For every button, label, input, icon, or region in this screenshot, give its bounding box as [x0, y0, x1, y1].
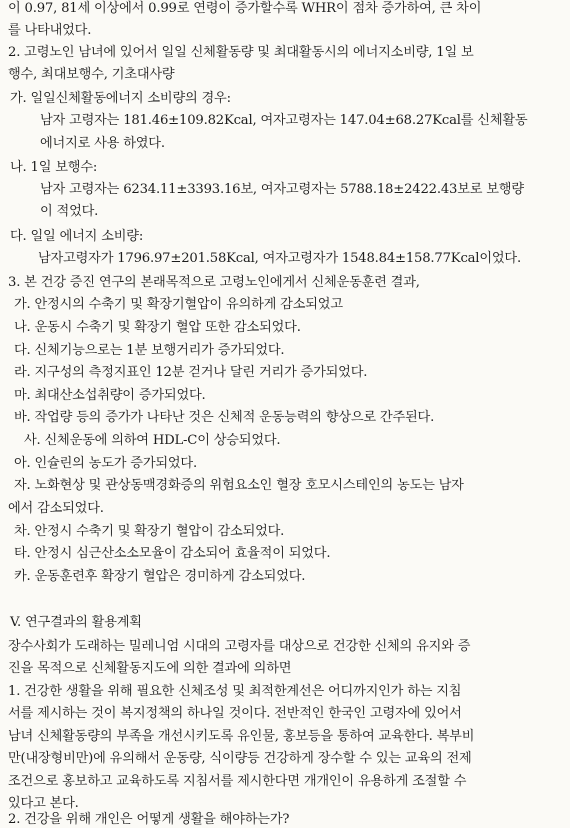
text-line: 1. 건강한 생활을 위해 필요한 신체조성 및 최적한계선은 어디까지인가 하는 지침: [8, 684, 462, 699]
text-line: 에서 감소되었다.: [8, 501, 104, 516]
text-line: 3. 본 건강 증진 연구의 본래목적으로 고령노인에게서 신체운동훈련 결과,: [8, 275, 420, 290]
text-line: 아. 인슐린의 농도가 증가되었다.: [14, 456, 197, 471]
text-line: 이 0.97, 81세 이상에서 0.99로 연령이 증가할수록 WHR이 점차 증가하여, 큰 차이: [8, 1, 482, 16]
text-line: 사. 신체운동에 의하여 HDL-C이 상승되었다.: [24, 433, 281, 448]
text-line: 만(내장형비만)에 유의해서 운동량, 식이량등 건강하게 장수할 수 있는 교육의 전제: [8, 751, 472, 766]
text-line: 에너지로 사용 하였다.: [40, 136, 165, 151]
text-line: 타. 안정시 심근산소소모율이 감소되어 효율적이 되었다.: [14, 546, 331, 561]
text-line: 가. 안정시의 수축기 및 확장기혈압이 유의하게 감소되었고: [14, 297, 343, 312]
text-line: 2. 고령노인 남녀에 있어서 일일 신체활동량 및 최대활동시의 에너지소비량, 1일 보: [8, 45, 474, 60]
text-line: 를 나타내었다.: [8, 23, 92, 38]
text-line: 다. 신체기능으로는 1분 보행거리가 증가되었다.: [14, 343, 285, 358]
text-line: 2. 건강을 위해 개인은 어떻게 생활을 해야하는가?: [8, 812, 290, 827]
text-line: 차. 안정시 수축기 및 확장기 혈압이 감소되었다.: [14, 524, 285, 539]
text-line: 남자고령자가 1796.97±201.58Kcal, 여자고령자가 1548.84±158.77Kcal이었다.: [38, 251, 521, 266]
section-heading: V. 연구결과의 활용계획: [10, 615, 142, 630]
text-line: 있다고 본다.: [8, 796, 79, 811]
text-line: 자. 노화현상 및 관상동맥경화증의 위험요소인 혈장 호모시스테인의 농도는 남자: [14, 478, 464, 493]
text-line: 나. 1일 보행수:: [10, 160, 98, 175]
text-line: 조건으로 홍보하고 교육하도록 지침서를 제시한다면 개개인이 유용하게 조절할 수: [8, 774, 467, 789]
text-line: 서를 제시하는 것이 복지정책의 하나일 것이다. 전반적인 한국인 고령자에 있어서: [8, 706, 462, 721]
text-line: 가. 일일신체활동에너지 소비량의 경우:: [10, 91, 231, 106]
text-line: 행수, 최대보행수, 기초대사량: [8, 67, 175, 82]
text-line: 장수사회가 도래하는 밀레니엄 시대의 고령자를 대상으로 건강한 신체의 유지와 증: [8, 639, 471, 654]
text-line: 다. 일일 에너지 소비량:: [10, 229, 144, 244]
text-line: 남자 고령자는 6234.11±3393.16보, 여자고령자는 5788.18±2422.43보로 보행량: [40, 182, 524, 197]
text-line: 마. 최대산소섭취량이 증가되었다.: [14, 388, 206, 403]
text-line: 바. 작업량 등의 증가가 나타난 것은 신체적 운동능력의 향상으로 간주된다.: [14, 410, 435, 425]
text-line: 진을 목적으로 신체활동지도에 의한 결과에 의하면: [8, 661, 292, 676]
text-line: 라. 지구성의 측정지표인 12분 걷거나 달린 거리가 증가되었다.: [14, 365, 368, 380]
text-line: 남자 고령자는 181.46±109.82Kcal, 여자고령자는 147.04±68.27Kcal를 신체활동: [40, 113, 528, 128]
text-line: 남녀 신체활동량의 부족을 개선시키도록 유인물, 홍보등을 통하여 교육한다. 복부비: [8, 729, 475, 744]
text-line: 나. 운동시 수축기 및 확장기 혈압 또한 감소되었다.: [14, 320, 301, 335]
text-line: 카. 운동훈련후 확장기 혈압은 경미하게 감소되었다.: [14, 569, 306, 584]
text-line: 이 적었다.: [40, 204, 99, 219]
